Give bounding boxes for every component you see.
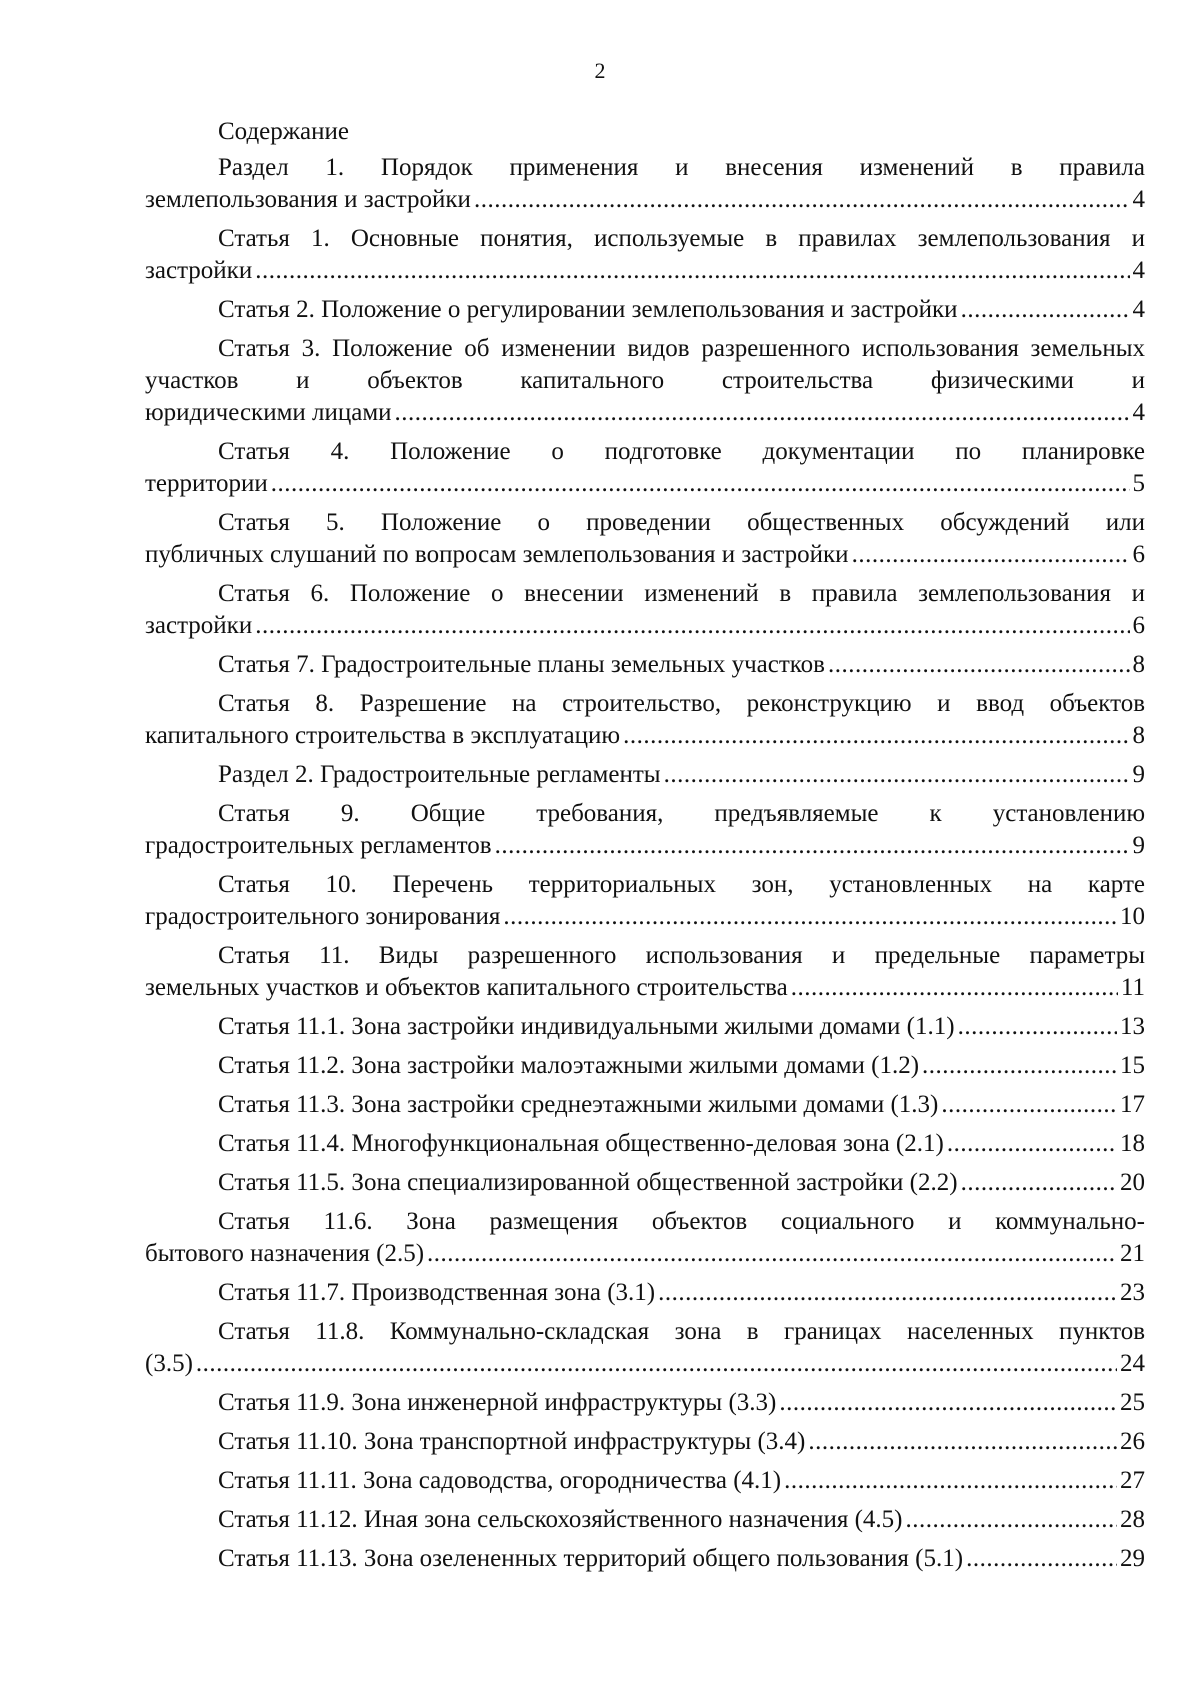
toc-entry xyxy=(145,940,1145,1004)
toc-dot-leader xyxy=(941,1089,1117,1121)
toc-entry-line xyxy=(145,1089,1145,1121)
toc-dot-leader xyxy=(664,759,1130,791)
toc-dot-leader xyxy=(196,1348,1117,1380)
toc-entry-line xyxy=(145,901,1145,933)
toc-entry-page: 5 xyxy=(1132,470,1145,497)
toc-entry-line xyxy=(145,720,1145,752)
toc-entry xyxy=(145,578,1145,642)
toc-entry-title: застройки xyxy=(145,257,253,284)
toc-entry-lead: Раздел 1. Порядок применения и внесения изменений в правила xyxy=(218,154,1145,181)
toc-entry-title: Статья 11.2. Зона застройки малоэтажными жилыми домами (1.2) xyxy=(218,1052,920,1079)
toc-entry xyxy=(145,759,1145,791)
toc-entry-page: 28 xyxy=(1120,1506,1145,1533)
toc-entry-title: Статья 11.7. Производственная зона (3.1) xyxy=(218,1279,656,1306)
toc-entry xyxy=(145,1316,1145,1380)
toc-entry-page: 20 xyxy=(1120,1169,1145,1196)
toc-entry xyxy=(145,1050,1145,1082)
toc-entry xyxy=(145,223,1145,287)
toc-entry-lead: Статья 5. Положение о проведении общественных обсуждений или xyxy=(218,509,1145,536)
toc-entry-title: юридическими лицами xyxy=(145,399,392,426)
toc-entry-page: 24 xyxy=(1120,1350,1145,1377)
toc-entry-line xyxy=(145,1465,1145,1497)
toc-entry-lead: Статья 10. Перечень территориальных зон, установленных на карте xyxy=(218,871,1145,898)
toc-entry xyxy=(145,1543,1145,1575)
toc-entry-line xyxy=(145,1238,1145,1270)
toc-entry-title: земельных участков и объектов капитального строительства xyxy=(145,974,788,1001)
toc-entry-title: Статья 11.9. Зона инженерной инфраструктуры (3.3) xyxy=(218,1389,777,1416)
toc-entry-page: 25 xyxy=(1120,1389,1145,1416)
toc-entry-page: 27 xyxy=(1120,1467,1145,1494)
toc-entry-line xyxy=(145,649,1145,681)
toc-entry-lead: Статья 9. Общие требования, предъявляемые к установлению xyxy=(218,800,1145,827)
toc-entry xyxy=(145,1011,1145,1043)
toc-entry-page: 6 xyxy=(1132,541,1145,568)
page-number: 2 xyxy=(594,58,606,83)
toc-entry-page: 8 xyxy=(1132,722,1145,749)
toc-entry-title: Статья 11.13. Зона озелененных территорий общего пользования (5.1) xyxy=(218,1545,964,1572)
toc-dot-leader xyxy=(922,1050,1117,1082)
toc-entry-line xyxy=(145,1348,1145,1380)
toc-dot-leader xyxy=(961,1167,1117,1199)
toc-entry-line xyxy=(145,468,1145,500)
toc-entry xyxy=(145,1504,1145,1536)
toc-entry-title: территории xyxy=(145,470,268,497)
toc-entry xyxy=(145,294,1145,326)
toc-entry-page: 17 xyxy=(1120,1091,1145,1118)
toc-dot-leader xyxy=(947,1128,1117,1160)
toc-dot-leader xyxy=(474,184,1130,216)
toc-entry-page: 23 xyxy=(1120,1279,1145,1306)
toc-entry xyxy=(145,1426,1145,1458)
toc-entry-lead: Статья 11.8. Коммунально-складская зона в границах населенных пунктов xyxy=(218,1318,1145,1345)
toc-entry-line xyxy=(145,1011,1145,1043)
toc-entry-line xyxy=(145,1277,1145,1309)
toc-entry-line xyxy=(145,759,1145,791)
toc-entry-lead: Статья 11. Виды разрешенного использования и предельные параметры xyxy=(218,942,1145,969)
toc-entry-page: 4 xyxy=(1132,296,1145,323)
toc-entry xyxy=(145,798,1145,862)
toc-entry-line xyxy=(145,1426,1145,1458)
toc-entry-title: землепользования и застройки xyxy=(145,186,471,213)
toc-entry-line xyxy=(145,1050,1145,1082)
toc-dot-leader xyxy=(808,1426,1117,1458)
toc-entry-page: 13 xyxy=(1120,1013,1145,1040)
toc-entry xyxy=(145,688,1145,752)
toc-dot-leader xyxy=(255,255,1129,287)
toc-entry-lead: Статья 8. Разрешение на строительство, реконструкцию и ввод объектов xyxy=(218,690,1145,717)
toc-entry-line xyxy=(145,397,1145,429)
toc-entry-line xyxy=(145,255,1145,287)
toc-entry xyxy=(145,152,1145,216)
toc-entry-line xyxy=(145,1387,1145,1419)
toc-dot-leader xyxy=(503,901,1117,933)
toc-entry xyxy=(145,1089,1145,1121)
toc-entry-title: застройки xyxy=(145,612,253,639)
table-of-contents xyxy=(145,116,1145,1582)
toc-entry xyxy=(145,507,1145,571)
toc-entry-lead: Статья 6. Положение о внесении изменений в правила землепользования и xyxy=(218,580,1145,607)
toc-dot-leader xyxy=(395,397,1130,429)
toc-dot-leader xyxy=(255,610,1129,642)
toc-entry-title: Статья 11.11. Зона садоводства, огородничества (4.1) xyxy=(218,1467,782,1494)
toc-entry-page: 4 xyxy=(1132,257,1145,284)
toc-entry xyxy=(145,436,1145,500)
toc-dot-leader xyxy=(852,539,1130,571)
toc-entry-title: Статья 11.12. Иная зона сельскохозяйственного назначения (4.5) xyxy=(218,1506,903,1533)
toc-entry-line xyxy=(145,610,1145,642)
toc-entry-title: Статья 11.10. Зона транспортной инфраструктуры (3.4) xyxy=(218,1428,806,1455)
toc-dot-leader xyxy=(779,1387,1117,1419)
toc-entry-title: градостроительных регламентов xyxy=(145,832,492,859)
toc-entry xyxy=(145,869,1145,933)
toc-entry xyxy=(145,1167,1145,1199)
toc-dot-leader xyxy=(791,972,1118,1004)
toc-entry-title: Раздел 2. Градостроительные регламенты xyxy=(218,761,661,788)
toc-entry-line xyxy=(145,184,1145,216)
toc-dot-leader xyxy=(495,830,1130,862)
toc-entry-page: 11 xyxy=(1120,974,1145,1001)
toc-entry xyxy=(145,1387,1145,1419)
toc-entry-title: Статья 11.4. Многофункциональная общественно-деловая зона (2.1) xyxy=(218,1130,944,1157)
toc-entry-line xyxy=(145,1543,1145,1575)
toc-dot-leader xyxy=(966,1543,1117,1575)
toc-entry-line xyxy=(145,972,1145,1004)
toc-dot-leader xyxy=(828,649,1130,681)
toc-dot-leader xyxy=(958,1011,1117,1043)
toc-entry-line xyxy=(145,1504,1145,1536)
toc-entry-line xyxy=(145,830,1145,862)
toc-entry-line xyxy=(145,539,1145,571)
toc-entry-title: бытового назначения (2.5) xyxy=(145,1240,425,1267)
toc-entry-page: 4 xyxy=(1132,186,1145,213)
toc-entry-title: Статья 11.5. Зона специализированной общественной застройки (2.2) xyxy=(218,1169,958,1196)
toc-entry xyxy=(145,649,1145,681)
toc-entry xyxy=(145,1128,1145,1160)
toc-entry-lead: Статья 1. Основные понятия, используемые в правилах землепользования и xyxy=(218,225,1145,252)
toc-entry-title: публичных слушаний по вопросам землепользования и застройки xyxy=(145,541,849,568)
toc-entry xyxy=(145,1465,1145,1497)
toc-entry-page: 18 xyxy=(1120,1130,1145,1157)
toc-dot-leader xyxy=(658,1277,1117,1309)
toc-dot-leader xyxy=(906,1504,1118,1536)
toc-entry-title: Статья 11.3. Зона застройки среднеэтажными жилыми домами (1.3) xyxy=(218,1091,939,1118)
toc-dot-leader xyxy=(427,1238,1117,1270)
toc-entry-page: 6 xyxy=(1132,612,1145,639)
toc-entry-page: 9 xyxy=(1132,832,1145,859)
toc-entry xyxy=(145,1277,1145,1309)
toc-entry-page: 29 xyxy=(1120,1545,1145,1572)
toc-entry-page: 4 xyxy=(1132,399,1145,426)
toc-entry xyxy=(145,333,1145,429)
toc-entry-page: 8 xyxy=(1132,651,1145,678)
toc-dot-leader xyxy=(784,1465,1117,1497)
toc-entry-title: градостроительного зонирования xyxy=(145,903,501,930)
toc-entry-page: 10 xyxy=(1120,903,1145,930)
toc-heading: Содержание xyxy=(218,118,349,145)
toc-entry-lead: Статья 3. Положение об изменении видов разрешенного использования земельных участков и объектов капитального строительства физическими и xyxy=(145,335,1145,394)
toc-dot-leader xyxy=(623,720,1129,752)
toc-entry-line xyxy=(145,1167,1145,1199)
toc-entry-title: Статья 2. Положение о регулировании землепользования и застройки xyxy=(218,296,958,323)
toc-entry xyxy=(145,1206,1145,1270)
toc-dot-leader xyxy=(961,294,1130,326)
toc-entry-title: (3.5) xyxy=(145,1350,193,1377)
toc-entry-line xyxy=(145,294,1145,326)
toc-entry-page: 9 xyxy=(1132,761,1145,788)
toc-entry-page: 15 xyxy=(1120,1052,1145,1079)
toc-entry-line xyxy=(145,1128,1145,1160)
toc-entry-title: капитального строительства в эксплуатацию xyxy=(145,722,621,749)
toc-dot-leader xyxy=(271,468,1130,500)
toc-entry-lead: Статья 4. Положение о подготовке документации по планировке xyxy=(218,438,1145,465)
toc-entry-page: 26 xyxy=(1120,1428,1145,1455)
toc-entry-page: 21 xyxy=(1120,1240,1145,1267)
toc-entry-title: Статья 11.1. Зона застройки индивидуальными жилыми домами (1.1) xyxy=(218,1013,955,1040)
toc-entry-title: Статья 7. Градостроительные планы земельных участков xyxy=(218,651,825,678)
toc-entry-lead: Статья 11.6. Зона размещения объектов социального и коммунально- xyxy=(218,1208,1145,1235)
